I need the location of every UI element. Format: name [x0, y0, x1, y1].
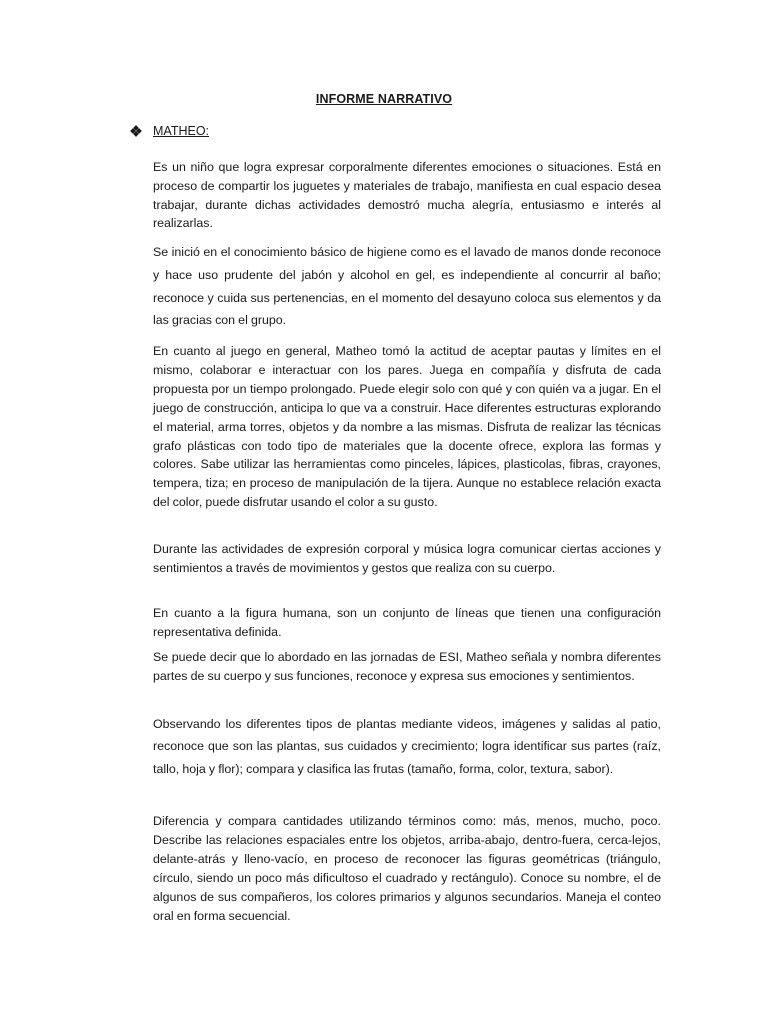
paragraph-hygiene: Se inició en el conocimiento básico de higiene como es el lavado de manos donde reconoce y hace uso prudente del jabón y alcohol en gel, es independiente al concurrir al baño; reconoce y cuida sus pertenencias, en el momento del desayuno coloca sus elementos y da las gracias con el grupo.	[153, 245, 661, 328]
diamond-bullet-icon	[131, 126, 141, 136]
paragraph-human-figure: En cuanto a la figura humana, son un conjunto de líneas que tienen una configuración representativa definida.	[153, 606, 661, 639]
paragraph-quantities: Diferencia y compara cantidades utilizando términos como: más, menos, mucho, poco. Describe las relaciones espaciales entre los objetos, arriba-abajo, dentro-fuera, cerca-lejos, delante-atrás y lleno-vacío, en proceso de reconocer las figuras geométricas (triángulo, círculo, siendo un poco más dificultoso el cuadrado y rectángulo). Conoce su nombre, el de algunos de sus compañeros, los colores primarios y algunos secundarios. Maneja el conteo oral en forma secuencial.	[153, 814, 661, 923]
student-heading	[131, 124, 209, 138]
paragraph-esi: Se puede decir que lo abordado en las jornadas de ESI, Matheo señala y nombra diferentes partes de su cuerpo y sus funciones, reconoce y expresa sus emociones y sentimientos.	[153, 650, 661, 683]
paragraph-play: En cuanto al juego en general, Matheo tomó la actitud de aceptar pautas y límites en el mismo, colaborar e interactuar con los pares. Juega en compañía y disfruta de cada propuesta por un tiempo prolongado. Puede elegir solo con qué y con quién va a jugar. En el juego de construcción, anticipa lo que va a construir. Hace diferentes estructuras explorando el material, arma torres, objetos y da nombre a las mismas. Disfruta de realizar las técnicas grafo plásticas con todo tipo de materiales que la docente ofrece, explora las formas y colores. Sabe utilizar las herramientas como pinceles, lápices, plasticolas, fibras, crayones, tempera, tiza; en proceso de manipulación de la tijera. Aunque no establece relación exacta del color, puede disfrutar usando el color a su gusto.	[153, 344, 661, 510]
paragraph-plants: Observando los diferentes tipos de plantas mediante videos, imágenes y salidas al patio, reconoce que son las plantas, sus cuidados y crecimiento; logra identificar sus partes (raíz, tallo, hoja y flor); compara y clasifica las frutas (tamaño, forma, color, textura, sabor).	[153, 717, 661, 776]
student-name: MATHEO:	[153, 124, 210, 138]
paragraph-body-expression: Durante las actividades de expresión corporal y música logra comunicar ciertas acciones y sentimientos a través de movimientos y gestos que realiza con su cuerpo.	[153, 542, 661, 575]
document-title: INFORME NARRATIVO	[315, 92, 453, 106]
paragraph-emotions: Es un niño que logra expresar corporalmente diferentes emociones o situaciones. Está en proceso de compartir los juguetes y materiales de trabajo, manifiesta en cual espacio desea trabajar, durante dichas actividades demostró mucha alegría, entusiasmo e interés al realizarlas.	[153, 160, 661, 231]
